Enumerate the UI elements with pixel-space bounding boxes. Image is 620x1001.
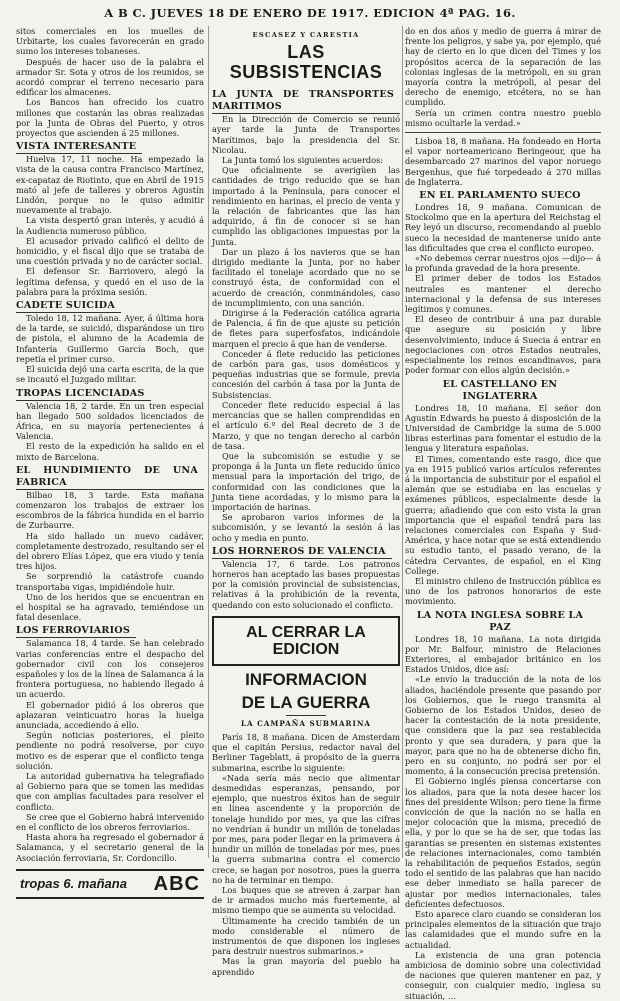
- subheading: LA CAMPAÑA SUBMARINA: [240, 718, 372, 728]
- section-heading: TROPAS LICENCIADAS: [16, 388, 151, 401]
- paragraph: Valencia 18, 2 tarde. En un tren especial han llegado 500 soldados licenciados de África, en su mayoría pertenecientes á Valencia.: [16, 400, 204, 442]
- section-heading: EL HUNDIMIENTO DE UNA FABRICA: [16, 465, 204, 490]
- paragraph: Los buques que se atreven á zarpar han de ir armados mucho más fuertemente, al mismo tiempo que se aumenta su velocidad.: [212, 885, 400, 916]
- kicker: ESCASEZ Y CARESTIA: [252, 31, 360, 39]
- paragraph: Bilbao 18, 3 tarde. Esta mañana comenzaron los trabajos de extraer los escombros de la fábrica hundida en el barrio de Zurbaurre.: [16, 489, 204, 531]
- paragraph: Toledo 18, 12 mañana. Ayer, á última hora de la tarde, se suicidó, disparándose un tiro de pistola, el alumno de la Academia de Infantería Guillermo García Boch, que repetía el primer curso.: [16, 313, 204, 364]
- paragraph: Dar un plazo á los navieros que se han dirigido mediante la Junta, por no haber facilitado el tonelaje acordado que no se construyó ésta, de conformidad con el acuerdo de creación, conminándoles, caso de incumplimiento, con una sanción.: [212, 246, 400, 308]
- paragraph: Valencia 17, 6 tarde. Los patronos horneros han aceptado las bases propuestas por la comisión provincial de subsistencias, relativas á la prohibición de la reventa, quedando con esto solucionado el conflicto.: [212, 558, 400, 610]
- paragraph: Se sorprendió la catástrofe cuando transportaba vigas, impidiéndole huir.: [16, 571, 204, 592]
- paragraph: Se aprobaron varios informes de la subcomisión, y se levantó la sesión á las ocho y media en punto.: [212, 512, 400, 543]
- paragraph: Londres 18, 10 mañana. El señor don Agustín Edwards ha puesto á disposición de la Universidad de Cambridge la suma de 5.000 libras esterlinas para fomentar el estudio de la lengua y literatura españolas.: [405, 402, 601, 454]
- column-divider: [402, 26, 403, 858]
- column-3: [405, 26, 601, 1001]
- paragraph: La autoridad gubernativa ha telegrafiado al Gobierno para que se tomen las medidas que con amplias facultades para resolver el conflicto.: [16, 771, 204, 812]
- paragraph: El Gobierno inglés piensa concertarse con los aliados, para que la nota desee hacer los fines del presidente Wilson; pero tiene la firme convicción de que la nación no se halla en mejor colocación que la misma, precedió de ella, y por lo que se ha de ser, que todas las garantías se presenten en sistemas existentes de relaciones internacionales, como también la rehabilitación de pequeños Estados, según todo el sentido de las palabras que han nacido ese deber inmediato se halla parecer de ajustar por medios internacionales, tales deficientes defectuosos.: [405, 776, 601, 909]
- section-heading: LOS FERROVIARIOS: [16, 625, 136, 638]
- divider: [286, 715, 326, 716]
- paragraph: El suicida dejó una carta escrita, de la que se incautó el Juzgado militar.: [16, 364, 204, 385]
- banner-logo-text: ABC: [153, 872, 200, 895]
- paragraph: En la Dirección de Comercio se reunió ayer tarde la Junta de Transportes Marítimos, bajo la presidencia del Sr. Nicolau.: [212, 114, 400, 155]
- edition-box: AL CERRAR LA EDICION: [212, 616, 400, 666]
- paragraph: El deseo de contribuir á una paz durable que asegure su posición y libre desenvolvimiento, induce á Suecia á entrar en negociaciones con otros Estados neutrales, especialmente los reinos escandinavos, para poder formar con ellos algún decisión.»: [405, 314, 601, 376]
- paragraph: sitos comerciales en los muelles de Urbitarte, los cuales favorecerán en grado sumo los intereses tobaneses.: [16, 26, 204, 57]
- divider: [405, 132, 601, 133]
- paragraph: do en dos años y medio de guerra á mirar de frente los peligros, y sabe ya, por ejemplo, qué hay de cierto en lo que dicen del Times y los propósitos acerca de la separación de las colonias inglesas de la metrópoli, en su gran mayoría contra la metrópoli, al pesar del derecho de enemigo, etcétera, no se han cumplido.: [405, 26, 601, 108]
- paragraph: Conceder flete reducido especial á las mercancías que se hallen comprendidas en el artículo 6.º del Real decreto de 3 de Marzo, y que no tengan derecho al carbón de tasa.: [212, 399, 400, 451]
- paragraph: El ministro chileno de Instrucción pública es uno de los patronos honorarios de este movimiento.: [405, 575, 601, 607]
- paragraph: El acusador privado calificó el delito de homicidio, y el fiscal dijo que se trataba de una cuestión privada y no de carácter social.: [16, 235, 204, 267]
- paragraph: Después de hacer uso de la palabra el armador Sr. Sota y otros de los reunidos, se acordó comprar el terreno necesario para edificar los almacenes.: [16, 56, 204, 98]
- section-heading: LA JUNTA DE TRANSPORTES MARITIMOS: [212, 89, 400, 114]
- paragraph: Londres 18, 9 mañana. Comunican de Stockolmo que en la apertura del Reichstag el Rey leyó un discurso, recomendando al pueblo sueco la necesidad de mantenerse unido ante las dificultades que crea el conflicto europeo.: [405, 202, 601, 253]
- paragraph: La existencia de una gran potencia ambiciosa de dominio sobre una colectividad de naciones que quieren mantener en paz, y conseguir, con cualquier medio, inglesa su situación, ...: [405, 949, 601, 1001]
- paragraph: La Junta tomó los siguientes acuerdos:: [222, 155, 384, 166]
- paragraph: El resto de la expedición ha salido en el mixto de Barcelona.: [16, 441, 204, 462]
- paragraph: Sería un crimen contra nuestro pueblo mismo ocultarle la verdad.»: [405, 107, 601, 128]
- column-divider: [208, 26, 209, 858]
- headline-guerra: DE LA GUERRA: [241, 692, 371, 712]
- paragraph: Salamanca 18, 4 tarde. Se han celebrado varias conferencias entre el despacho del gobernador civil con los consejeros españoles y los de la línea de Salamanca á la frontera portuguesa, no habiendo llegado á un acuerdo.: [16, 638, 204, 700]
- paragraph: Los Bancos han ofrecido los cuatro millones que costarán las obras realizadas por la Junta de Obras del Puerto, y otros proyectos que ascienden á 25 millones.: [16, 97, 204, 139]
- section-heading: EN EL PARLAMENTO SUECO: [419, 190, 581, 202]
- column-1: [16, 26, 204, 895]
- paragraph: «Le envío la traducción de la nota de los aliados, haciéndole presente que pasando por los Gobiernos, que le ruego transmita al Gobierno de los Estados Unidos, deseo de hacer la contestación de la nota presidente, que considera que la paz sea restablecida pronto y que sea duradera, y para que la mayor, para que no ha de obtenerse dicho fin, pero en su conjunto, no podrá ser por el momento, á la consecución precisa pretensión.: [405, 674, 601, 777]
- paragraph: La vista despertó gran interés, y acudió á la Audiencia numeroso público.: [16, 215, 204, 236]
- section-heading: LA NOTA INGLESA SOBRE LA PAZ: [416, 609, 584, 633]
- paragraph: Huelva 17, 11 noche. Ha empezado la vista de la causa contra Francisco Martínez, ex-capataz de Riotinto, que en Abril de 1915 mató al jefe de talleres y obreros Agustín Lindón, porque no le quiso admitir nuevamente al trabajo.: [16, 154, 204, 216]
- paragraph: París 18, 8 mañana. Dicen de Amsterdam que el capitán Persius, redactor naval del Berliner Tageblatt, á propósito de la guerra submarina, escribe lo siguiente:: [212, 731, 400, 773]
- paragraph: Lisboa 18, 8 mañana. Ha fondeado en Horta el vapor norteamericano Beringeour, que ha desembarcado 27 marinos del vapor noruego Bergenhus, que fué torpedeado á 270 millas de Inglaterra.: [405, 136, 601, 187]
- paragraph: El primer deber de todos los Estados neutrales es mantener el derecho internacional y la defensa de sus intereses legítimos y comunes.: [405, 273, 601, 315]
- abc-banner: [16, 869, 204, 899]
- column-2: [212, 26, 400, 977]
- paragraph: Se cree que el Gobierno habrá intervenido en el conflicto de los obreros ferroviarios.: [16, 811, 204, 833]
- paragraph: Conceder á flete reducido las peticiones de carbón para gas, usos domésticos y pequeñas industrias que se formule, previa concesión del carbón á tasa por la Junta de Subsistencias.: [212, 348, 400, 400]
- paragraph: Mas la gran mayoría del pueblo ha aprendido: [212, 956, 400, 977]
- paragraph: «Nada sería más necio que alimentar desmedidas esperanzas, pensando, por ejemplo, que nuestros éxitos han de seguir en línea ascendente y la proporción de tonelaje hundido por mes, ya que las cifras no vendrían á hundir un millón de toneladas por mes, para poder llegar en la primavera á hundir un millón de toneladas por mes, pues la guerra submarina contra el comercio crece, se hagan por nosotros, pues la guerra no ha de terminar en tiempo.: [212, 772, 400, 885]
- paragraph: Ha sido hallado un nuevo cadáver, completamente destrozado, resultando ser el del obrero Elías López, que era viudo y tenía tres hijos.: [16, 530, 204, 572]
- section-heading: EL CASTELLANO EN INGLATERRA: [442, 378, 558, 402]
- paragraph: Últimamente ha crecido también de un modo considerable el número de instrumentos de que disponen los ingleses para destruir nuestros submarinos.»: [212, 915, 400, 957]
- banner-left-text: tropas 6. mañana: [20, 875, 127, 891]
- section-heading: VISTA INTERESANTE: [16, 141, 142, 154]
- section-heading: LOS HORNEROS DE VALENCIA: [212, 546, 392, 559]
- paragraph: Londres 18, 10 mañana. La nota dirigida por Mr. Balfour, ministro de Relaciones Exteriores, al embajador británico en los Estados Unidos, dice así:: [405, 633, 601, 675]
- paragraph: Hasta ahora ha regresado el gobernador á Salamanca, y el secretario general de la Asociación ferroviaria, Sr. Cordoncillo.: [16, 832, 204, 863]
- paragraph: El gobernador pidió á los obreros que aplazaran veinticuatro horas la huelga anunciada, accediendo á ello.: [16, 699, 204, 730]
- paragraph: Según noticias posteriores, el pleito pendiente no podrá resolverse, por cuyo motivo es de esperar que el conflicto tenga solución.: [16, 730, 204, 771]
- paragraph: Que oficialmente se averigüen las cantidades de trigo reducido que se han importado á la Península, para conocer el rendimiento en harinas, el precio de venta y la relación de fabricantes que las han adquirido, á fin de conocer si se han cumplido las obligaciones impuestas por la Junta.: [212, 165, 400, 247]
- headline-informacion: INFORMACION: [245, 669, 367, 689]
- paragraph: El Times, comentando este rasgo, dice que ya en 1915 publicó varios artículos referentes á la importancia de substituir por el español el alemán que se estudiaba en las escuelas y exámenes públicos, especialmente desde la guerra; añadiendo que con esto vista la gran importancia que el español tendrá para las relaciones comerciales con España y Sud-América, y hace notar que se está extendiendo su estudio tanto, el pasado verano, de la cátedra Cervantes, de español, en el King College.: [405, 453, 601, 576]
- paragraph: «No debemos cerrar nuestros ojos —dijo— á la profunda gravedad de la hora presente.: [405, 253, 601, 274]
- headline-subsistencias: LAS SUBSISTENCIAS: [229, 42, 383, 83]
- paragraph: Que la subcomisión se estudie y se proponga á la Junta un flete reducido único mensual para la importación del trigo, de conformidad con las condiciones que la Junta tiene acordadas, y lo mismo para la importación de harinas.: [212, 450, 400, 512]
- page-header: A B C. JUEVES 18 DE ENERO DE 1917. EDICION 4ª PAG. 16.: [104, 6, 516, 20]
- paragraph: Dirigirse á la Federación católica agraria de Palencia, á fin de que ajuste su petición de fletes para superfosfatos, indicándole marquen el precio á que han de venderse.: [212, 308, 400, 349]
- paragraph: Esto aparece claro cuando se consideran los principales elementos de la situación que trajo las calamidades que el mundo sufre en la actualidad.: [405, 909, 601, 950]
- paragraph: El defensor Sr. Barriovero, alegó la legítima defensa, y quedó en el uso de la palabra para la próxima sesión.: [16, 266, 204, 297]
- paragraph: Uno de los heridos que se encuentran en el hospital se ha agravado, temiéndose un fatal desenlace.: [16, 591, 204, 623]
- section-heading: CADETE SUICIDA: [16, 300, 121, 313]
